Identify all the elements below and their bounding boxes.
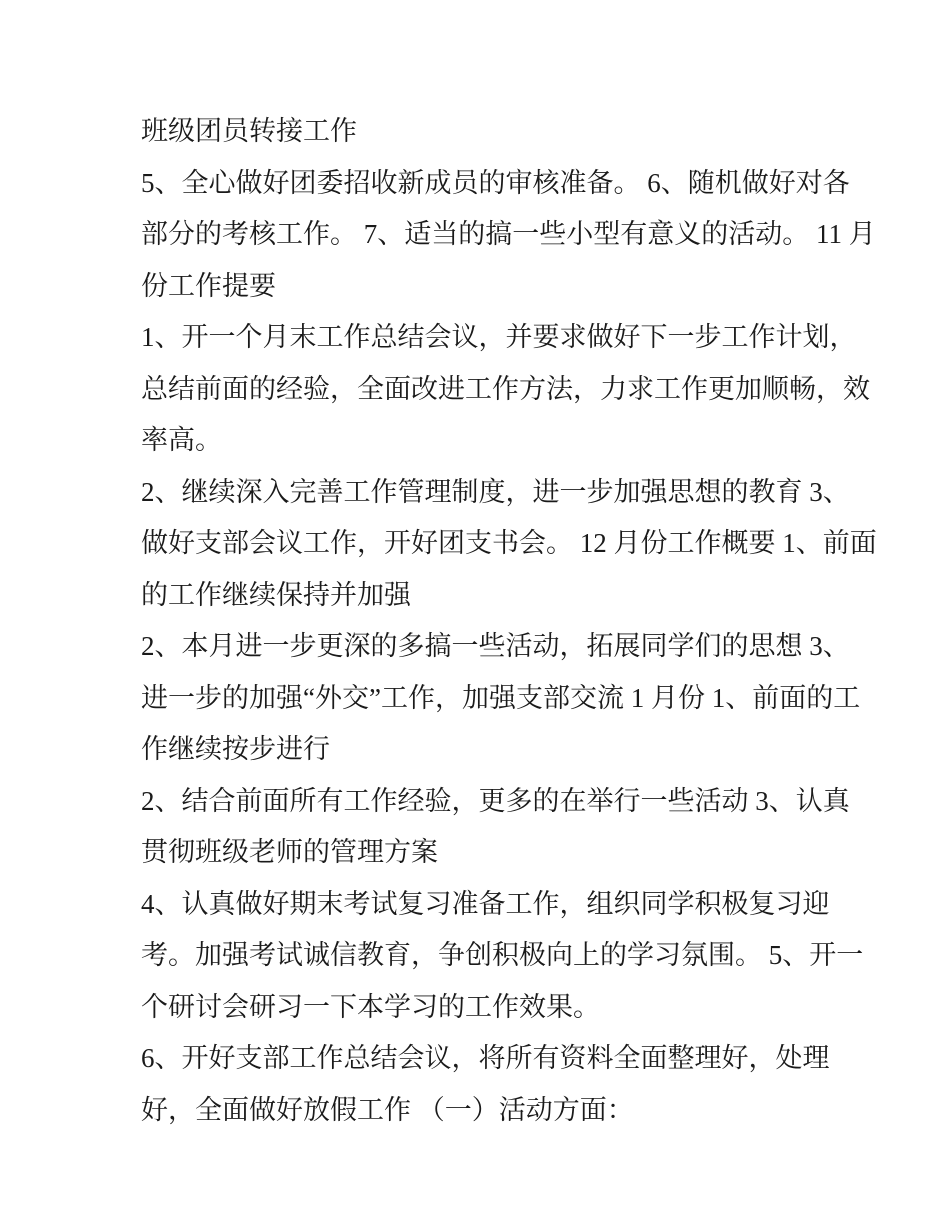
document-line: 作继续按步进行 <box>141 734 330 764</box>
document-line: 班级团员转接工作 <box>141 116 357 146</box>
document-line: 总结前面的经验，全面改进工作方法，力求工作更加顺畅，效 <box>141 373 870 404</box>
document-line: 好，全面做好放假工作 （一）活动方面： <box>141 1094 634 1125</box>
document-line: 1、开一个月末工作总结会议，并要求做好下一步工作计划， <box>141 322 857 352</box>
document-line: 贯彻班级老师的管理方案 <box>141 837 438 867</box>
document-line: 的工作继续保持并加强 <box>141 579 411 610</box>
document-line: 进一步的加强“外交”工作，加强支部交流 1 月份 1、前面的工 <box>141 682 861 713</box>
document-line: 2、本月进一步更深的多搞一些活动，拓展同学们的思想 3、 <box>141 631 850 661</box>
document-line: 部分的考核工作。 7、适当的搞一些小型有意义的活动。 11 月 <box>141 219 876 249</box>
document-line: 2、结合前面所有工作经验，更多的在举行一些活动 3、认真 <box>141 785 850 816</box>
document-line: 6、开好支部工作总结会议，将所有资料全面整理好，处理 <box>141 1043 830 1073</box>
document-line: 2、继续深入完善工作管理制度，进一步加强思想的教育 3、 <box>141 476 850 507</box>
document-line: 份工作提要 <box>141 270 276 301</box>
document-line: 考。加强考试诚信教育，争创积极向上的学习氛围。 5、开一 <box>141 940 864 970</box>
document-line: 个研讨会研习一下本学习的工作效果。 <box>141 991 600 1022</box>
document-line: 5、全心做好团委招收新成员的审核准备。 6、随机做好对各 <box>141 167 850 198</box>
document-line: 率高。 <box>141 425 222 455</box>
document-line: 做好支部会议工作，开好团支书会。 12 月份工作概要 1、前面 <box>141 528 877 558</box>
document-line: 4、认真做好期末考试复习准备工作，组织同学积极复习迎 <box>141 888 830 919</box>
